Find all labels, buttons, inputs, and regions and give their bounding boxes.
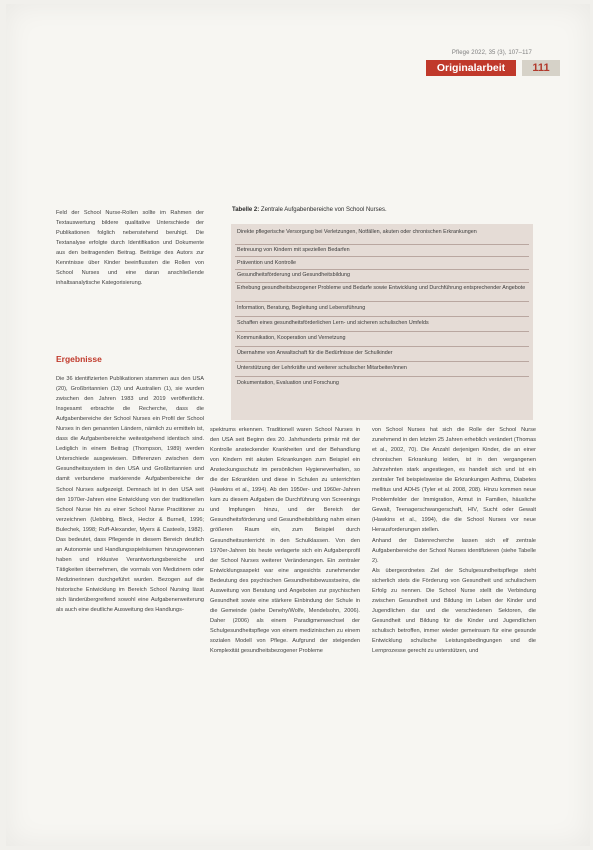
table-caption xyxy=(232,207,532,213)
paragraph: Die 36 identifizierten Publikationen stammen aus den USA (20), Großbritannien (13) und Australien (1), sie wurden zwischen den Jahren 1983 und 2019 veröffentlicht. Insgesamt erbrachte die Recherche, dass die Aufgabenbereiche der School Nurses ein Profil der School Nurses in den genannten Ländern, nämlich zu ermitteln ist, dass die Aufgabenbereiche weitestgehend identisch sind. Lediglich in einem Beitrag (Thompson, 1989) werden Unterschiede ausgewiesen. Differenzen zwischen dem Gesundheitssystem in den USA und Großbritannien und damit verbundene markierende Aufgabenbereiche der School Nurses aufgezeigt. Demnach ist in den USA seit den 1970er-Jahren eine Entwicklung von der traditionellen School Nurse hin zu einer School Nurse Practitioner zu verzeichnen (Uebbing, Bleck, Hector & Burnell, 1996; Bulechek, 1998; Ruff-Alexander, Myers & Casteels, 1982). Das bedeutet, dass Pflegende in diesem Bereich deutlich an Autonomie und Handlungsspielräumen hinzugewonnen haben und inklusive Verantwortungsbereiche und Tätigkeiten übernehmen, die vormals von Medizinern oder Medizinerinnen durchgeführt wurden. Bezogen auf die historische Entwicklung im Bereich School Nursing lässt sich länderübergreifend sowohl eine Aufgabenerweiterung als auch eine deutliche Ausweitung des Handlungs- xyxy=(56,376,204,614)
page-header xyxy=(6,60,590,76)
table-row: Prävention und Kontrolle xyxy=(235,259,529,270)
journal-reference: Pflege 2022, 35 (3), 107–117 xyxy=(451,50,532,56)
table-aufgabenbereiche xyxy=(231,224,533,420)
paragraph: Als übergeordnetes Ziel der Schulgesundheitspflege steht sicherlich stets die Förderung von Gesundheit und schulischem Erfolg zu nennen. Die School Nurse stellt die Verbindung zwischen Gesundheit und Bildung im Leben der Kinder und Jugendlichen dar und die verschiedenen Sektoren, die Gesundheit und Bildung für die Kinder und Jugendlichen schulisch betroffen, immer wieder gemeinsam für eine gesunde Entwicklung schulische Leistungsbedingungen und die Lernprozesse gerecht zu unterstützen, und xyxy=(372,567,536,655)
table-row: Übernahme von Anwaltschaft für die Bedürfnisse der Schulkinder xyxy=(235,349,529,362)
table-row: Erhebung gesundheitsbezogener Probleme und Bedarfe sowie Entwicklung und Durchführung entsprechender Angebote xyxy=(235,284,529,302)
journal-page xyxy=(6,4,590,846)
table-row: Betreuung von Kindern mit speziellen Bedarfen xyxy=(235,246,529,257)
table-row: Gesundheitsförderung und Gesundheitsbildung xyxy=(235,271,529,283)
column-left-results xyxy=(56,374,204,615)
table-row: Kommunikation, Kooperation und Vernetzung xyxy=(235,334,529,347)
column-right xyxy=(372,425,536,656)
paragraph: von School Nurses hat sich die Rolle der School Nurse zunehmend in den letzten 25 Jahren erheblich verändert (Thomas et al., 2002, 70). Die Anzahl derjenigen Kinder, die an einer chronischen Erkrankung leiden, ist in den vergangenen Jahrzehnten stark angestiegen, es handelt sich und ist ein zentraler Teil beispielsweise die Erkrankungen Asthma, Diabetes mellitus und ADHS (Tyler et al. 2008, 208). Hinzu kommen neue Problemfelder der Immigration, Armut in Familien, häusliche Gewalt, Teenagerschwangerschaft, HIV, Sucht oder Gewalt (Hawkins et al., 1994), die die School Nurses vor neue Herausforderungen stellen. xyxy=(372,427,536,534)
table-row: Information, Beratung, Begleitung und Lebensführung xyxy=(235,304,529,317)
paragraph: Feld der School Nurse-Rollen sollte im Rahmen der Textauswertung bildere qualitative Unterschiede der Publikationen folglich nebenstehend beruhigt. Die Textanalyse erfolgte durch Identifikation und Dokumente aus den beitragenden Beitrag. Beiträge des Autors zur Kenntnisse über Kinder beeinflussten die Rollen von School Nurses und eine daran anschließende inhaltsanalytische Kategorisierung. xyxy=(56,210,204,287)
column-left-intro xyxy=(56,208,204,288)
column-middle xyxy=(210,425,360,656)
table-row: Dokumentation, Evaluation und Forschung xyxy=(237,380,339,386)
table-row: Direkte pflegerische Versorgung bei Verletzungen, Notfällen, akuten oder chronischen Erkrankungen xyxy=(235,228,529,245)
section-badge: Originalarbeit xyxy=(426,60,516,76)
paragraph: Anhand der Datenrecherche lassen sich elf zentrale Aufgabenbereiche der School Nurses identifizieren (siehe Tabelle 2). xyxy=(372,537,536,564)
table-caption-label: Tabelle 2: xyxy=(232,207,260,213)
section-heading-ergebnisse: Ergebnisse xyxy=(56,354,102,364)
page-number: 111 xyxy=(522,60,560,76)
table-row: Unterstützung der Lehrkräfte und weiterer schulischer Mitarbeiter/innen xyxy=(235,364,529,377)
paragraph: spektrums erkennen. Traditionell waren School Nurses in den USA seit Beginn des 20. Jahrhunderts primär mit der Kontrolle ansteckender Krankheiten und der Behandlung von Kindern mit akuten Erkrankungen zum Beispiel ein Ansteckungsschutz im persönlichen Hygieneverhalten, so die der Erkrankten und diese in Schulen zu unterrichten (Hawkins et al., 1994). Ab den 1950er- und 1960er-Jahren kam zu diesem Aufgaben die Durchführung von Screenings und Impfungen hinzu, und der Bereich der Gesundheitsförderung und Gesundheitsbildung nahm einen größeren Raum ein, zum Beispiel durch Gesundheitsunterricht in den Schulklassen. Von den 1970er-Jahren bis heute verlagerte sich ein Aufgabenprofil der School Nurses weiterer Veränderungen. Ein zentraler Entwicklungsaspekt war eine angesichts zunehmender Bedeutung des psychischen Gesundheitsbewusstseins, die Ausweitung von Beratung und Angeboten zur psychischen Gesundheit sowie eine stärkere Einbindung der Schule in die Gemeinde (siehe Denehy/Wolfe, Mendelsohn, 2006). Daher (2006) als einem Paradigmenwechsel der Schulgesundheitspflege von einem medizinischen zu einem sozialen Modell von Pflege. Aufgrund der steigenden Komplexität gesundheitsbezogener Probleme xyxy=(210,427,360,655)
table-row: Schaffen eines gesundheitsförderlichen Lern- und sicheren schulischen Umfelds xyxy=(235,319,529,332)
table-caption-text: Zentrale Aufgabenbereiche von School Nurses. xyxy=(259,207,387,213)
